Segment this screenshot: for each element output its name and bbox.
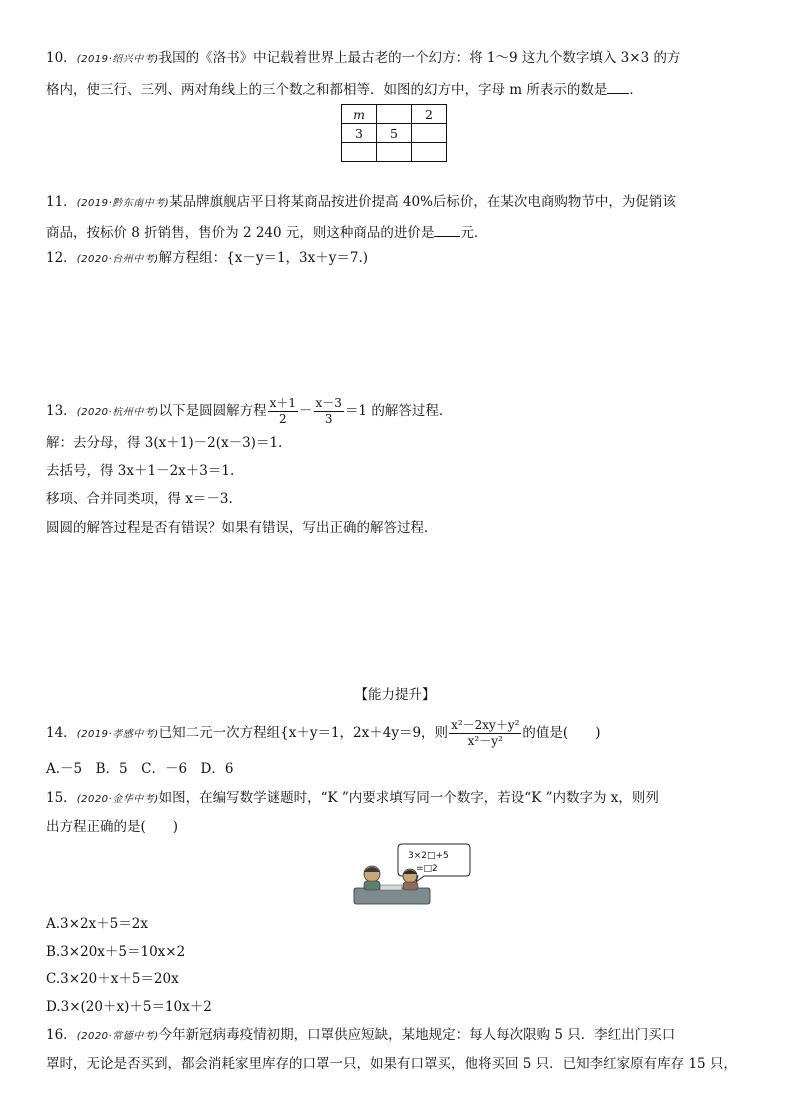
grid-cell: 3 [342, 124, 377, 143]
q13-lead: 以下是圆圆解方程 [158, 403, 267, 419]
q13-fraction-2 [314, 396, 344, 427]
paper-shape [380, 885, 402, 890]
q10-text2: 格内，使三行、三列、两对角线上的三个数之和都相等．如图的幻方中，字母 m 所表示的数是 [46, 82, 608, 98]
q14-source: (2019·孝感中考) [76, 729, 159, 740]
q13-fraction-1 [268, 396, 298, 427]
q14-lead: 已知二元一次方程组{x＋y＝1，2x＋4y＝9，则 [158, 725, 449, 741]
q16-number: 16． [46, 1027, 77, 1043]
grid-cell [412, 143, 447, 162]
child-right-body [403, 882, 418, 890]
q12-source: (2020·台州中考) [76, 254, 159, 265]
q10-answer-blank[interactable] [607, 81, 629, 94]
q14-line [46, 718, 600, 749]
q13-frac1-denominator: 2 [279, 412, 287, 426]
q11-text2: 商品，按标价 8 折销售，售价为 2 240 元，则这种商品的进价是 [46, 225, 435, 241]
q14-options: A.－5 B．5 C．－6 D．6 [46, 761, 234, 777]
grid-cell: 2 [412, 105, 447, 124]
q13-question: 圆圆的解答过程是否有错误？如果有错误，写出正确的解答过程． [46, 520, 438, 536]
q11-answer-blank[interactable] [434, 224, 460, 237]
q13-number: 13． [46, 403, 77, 419]
q11-line2 [46, 223, 487, 243]
q14-denominator: x²－y² [467, 734, 503, 748]
q15-line2: 出方程正确的是( ) [46, 819, 179, 835]
q15-option-b: B.3×20x＋5＝10x×2 [46, 944, 186, 960]
q13-line [46, 396, 452, 427]
q16-text1: 今年新冠病毒疫情初期，口罩供应短缺，某地规定：每人每次限购 5 只．李红出门买口 [158, 1027, 676, 1043]
child-left-body [364, 881, 380, 890]
grid-cell [342, 143, 377, 162]
q14-number: 14． [46, 725, 77, 741]
q13-tail: ＝1 的解答过程． [344, 403, 453, 419]
q10-text2-end: ． [629, 82, 643, 98]
q11-source: (2019·黔东南中考) [76, 198, 170, 209]
grid-cell [377, 143, 412, 162]
q13-frac1-numerator: x＋1 [269, 396, 297, 410]
q11-text2-end: 元． [460, 225, 488, 241]
q12-number: 12． [46, 250, 77, 266]
grid-cell [377, 105, 412, 124]
q15-number: 15． [46, 790, 77, 806]
q14-fraction [449, 718, 521, 749]
q13-step1: 解：去分母，得 3(x＋1)－2(x－3)＝1. [46, 435, 283, 451]
q15-text1: 如图，在编写数学谜题时，“K ”内要求填写同一个数字，若设“K ”内数字为 x，则列 [158, 790, 659, 806]
section-heading: 【能力提升】 [354, 687, 436, 703]
q13-step3: 移项、合并同类项，得 x＝－3. [46, 491, 233, 507]
desk-shape [354, 888, 430, 904]
q16-line2: 罩时，无论是否买到，都会消耗家里库存的口罩一只，如果有口罩买，他将买回 5 只．已知李红家原有库存 15 只， [46, 1056, 737, 1072]
bubble-line2: =□2 [416, 864, 438, 874]
q15-line1 [46, 788, 659, 810]
q12-line [46, 248, 368, 270]
q10-line2 [46, 80, 643, 100]
q11-text1: 某品牌旗舰店平日将某商品按进价提高 40%后标价，在某次电商购物节中，为促销该 [169, 194, 676, 210]
q16-source: (2020·常德中考) [76, 1031, 159, 1042]
q12-text: 解方程组：{x－y＝1，3x＋y＝7.) [158, 250, 369, 266]
q13-frac2-denominator: 3 [324, 412, 333, 426]
q14-numerator: x²－2xy＋y² [451, 718, 520, 732]
q11-line1 [46, 192, 676, 214]
grid-cell: 5 [377, 124, 412, 143]
grid-cell: m [342, 105, 377, 124]
q15-option-a: A.3×2x＋5＝2x [46, 916, 148, 932]
q13-step2: 去括号，得 3x＋1－2x＋3＝1. [46, 463, 235, 479]
q10-source: (2019·绍兴中考) [76, 54, 159, 65]
q15-option-c: C.3×20＋x＋5＝20x [46, 971, 179, 987]
q10-number: 10． [46, 50, 77, 66]
q16-line1 [46, 1025, 675, 1047]
q13-frac2-numerator: x－3 [315, 396, 342, 410]
bubble-line1: 3×2□+5 [408, 851, 449, 861]
q10-line1 [46, 48, 680, 70]
puzzle-illustration [352, 842, 472, 906]
q10-text1: 我国的《洛书》中记载着世界上最古老的一个幻方：将 1～9 这九个数字填入 3×3 的方 [158, 50, 681, 66]
q15-option-d: D.3×(20＋x)＋5＝10x＋2 [46, 999, 212, 1015]
magic-square-grid [341, 104, 447, 162]
q14-tail: 的值是( ) [522, 725, 601, 741]
q15-source: (2020·金华中考) [76, 794, 159, 805]
q13-source: (2020·杭州中考) [76, 407, 159, 418]
q13-minus: － [299, 403, 313, 419]
grid-cell [412, 124, 447, 143]
q11-number: 11． [46, 194, 77, 210]
